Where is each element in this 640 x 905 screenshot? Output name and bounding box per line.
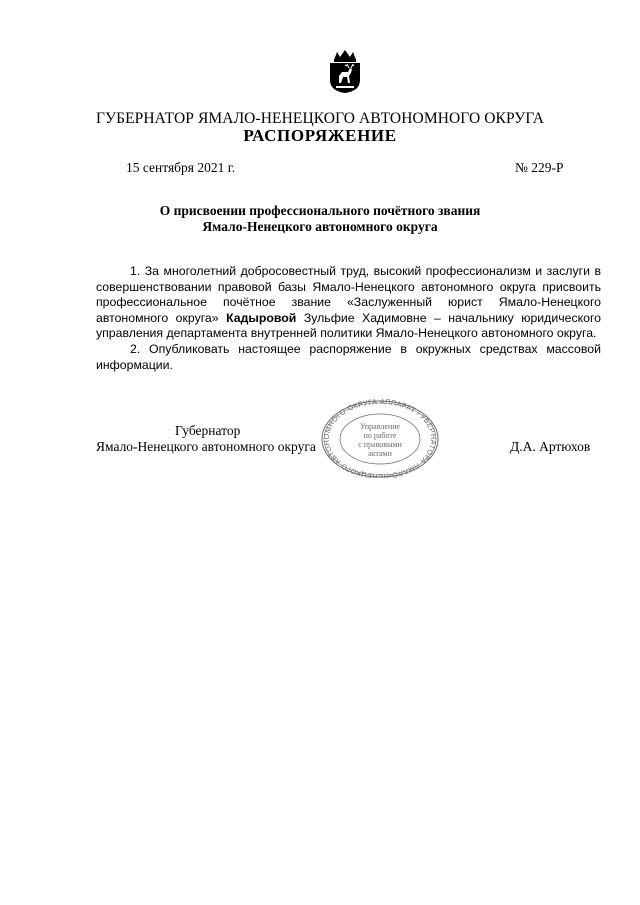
- document-number: № 229-Р: [515, 160, 564, 175]
- subject-line-2: Ямало-Ненецкого автономного округа: [202, 219, 438, 234]
- paragraph-1-start: 1. За многолетний добросовестный труд, высокий профессионализм и заслуги в совершенствовании правовой базы Ямало-Ненецкого автономного округа присвоить профессиональное почётное звание «Заслуженный юрист Ямало-Ненецкого автономного округа»: [96, 264, 601, 325]
- document-date: 15 сентября 2021 г.: [126, 160, 236, 175]
- stamp-center-line-1: Управление: [359, 422, 401, 431]
- signatory-name: Д.А. Артюхов: [510, 439, 591, 454]
- stamp-ring-text: АППАРАТ ГУБЕРНАТОРА ЯМАЛО-НЕНЕЦКОГО АВТОНОМНОГО ОКРУГА: [321, 396, 439, 478]
- signatory-title-line-2: Ямало-Ненецкого автономного округа: [96, 439, 316, 454]
- stamp-center-line-4: актами: [368, 449, 392, 458]
- yamal-coat-of-arms-icon: [328, 48, 362, 94]
- document-type-title: РАСПОРЯЖЕНИЕ: [243, 126, 397, 145]
- signatory-title-line-1: Губернатор: [175, 423, 241, 438]
- document-subject: [0, 203, 640, 235]
- stamp-center-line-3: с правовыми: [358, 440, 402, 449]
- document-body: [96, 264, 601, 373]
- governor-title: ГУБЕРНАТОР ЯМАЛО-НЕНЕЦКОГО АВТОНОМНОГО ОКРУГА: [95, 110, 545, 127]
- paragraph-2: 2. Опубликовать настоящее распоряжение в окружных средствах массовой информации.: [96, 341, 601, 372]
- subject-line-1: О присвоении профессионального почётного звания: [159, 203, 481, 218]
- stamp-center-line-2: по работе: [363, 431, 397, 440]
- paragraph-1: [96, 264, 601, 342]
- paragraph-1-end: Зульфие Хадимовне – начальнику юридического управления департамента внутренней политики Ямало-Ненецкого автономного округа.: [96, 310, 602, 341]
- recipient-surname: Кадыровой: [226, 310, 297, 325]
- official-stamp: [317, 392, 443, 478]
